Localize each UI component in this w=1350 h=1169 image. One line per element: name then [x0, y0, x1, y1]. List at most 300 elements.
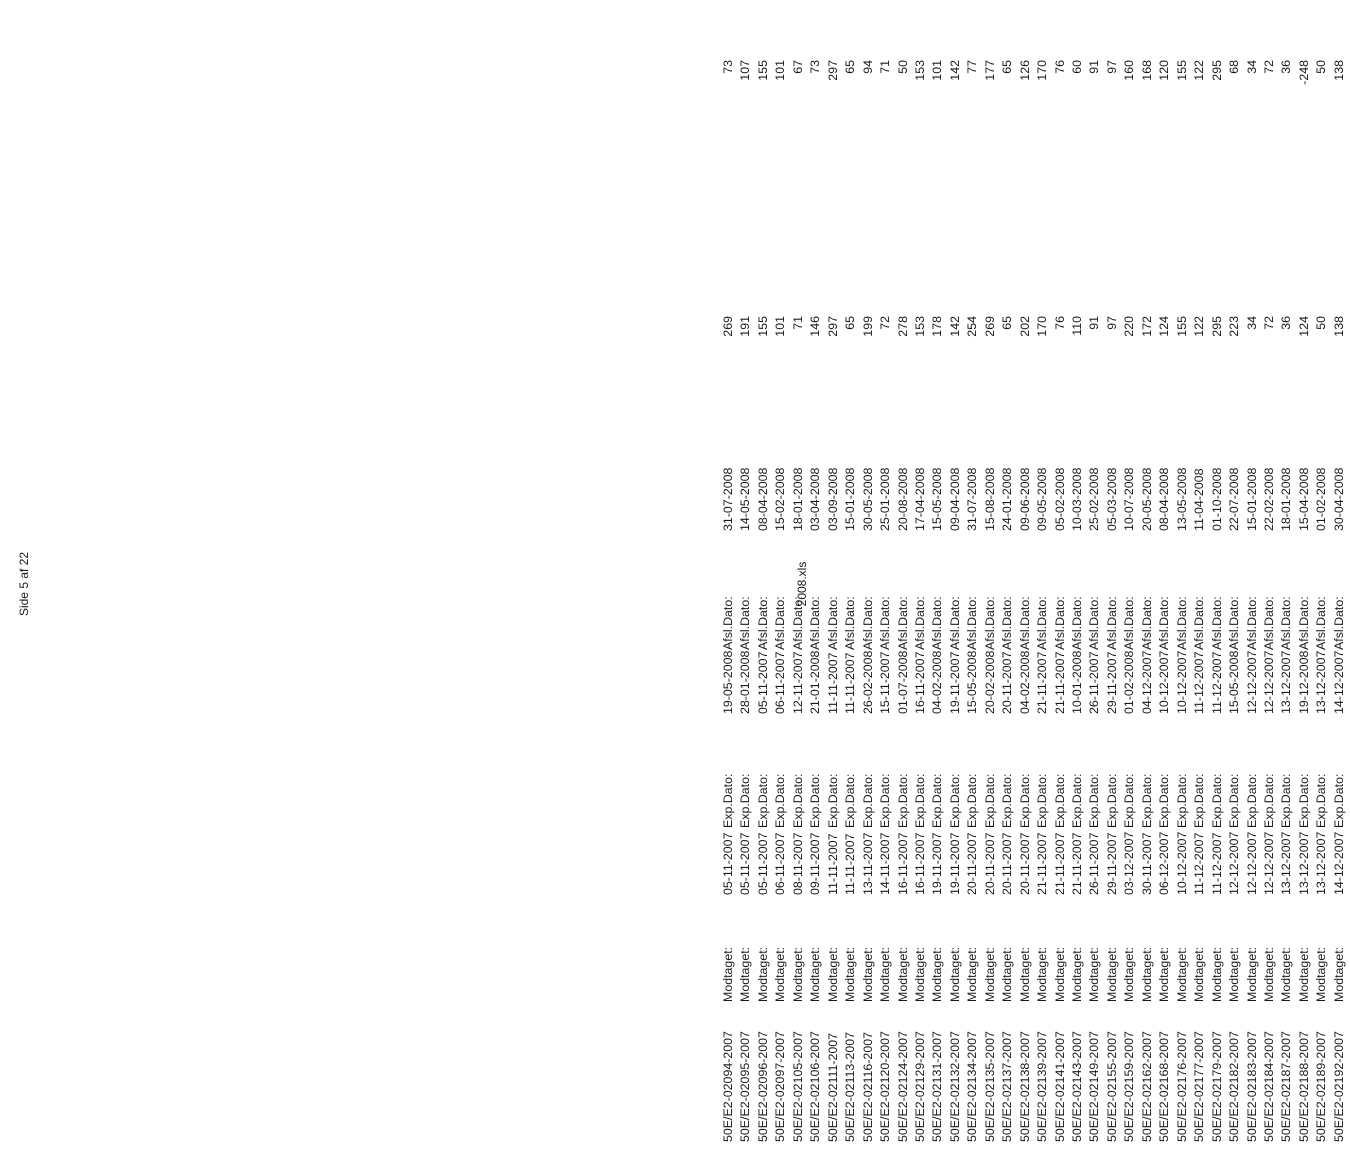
days-total: 297: [825, 316, 840, 337]
exp-label: Exp.Dato:: [1209, 773, 1224, 828]
modtaget-label: Modtaget:: [843, 946, 858, 1002]
closing-date: 03-09-2008: [825, 467, 840, 531]
record-id: 50E/E2-02188-2007: [1296, 1031, 1311, 1142]
afsl-label: Afsl.Dato:: [773, 596, 788, 650]
days-after-expedition: 91: [1087, 60, 1102, 74]
days-total: 124: [1157, 316, 1172, 337]
record-id: 50E/E2-02182-2007: [1227, 1031, 1242, 1142]
record-id: 50E/E2-02155-2007: [1104, 1031, 1119, 1142]
afsl-label: Afsl.Dato:: [790, 596, 805, 650]
exp-label: Exp.Dato:: [755, 773, 770, 828]
days-after-expedition: 126: [1017, 60, 1032, 81]
expedition-date: 10-12-2007: [1157, 650, 1172, 714]
days-after-expedition: 77: [965, 60, 980, 74]
days-after-expedition: 94: [860, 60, 875, 74]
modtaget-label: Modtaget:: [790, 946, 805, 1002]
closing-date: 14-05-2008: [738, 467, 753, 531]
received-date: 08-11-2007: [790, 832, 805, 895]
modtaget-label: Modtaget:: [808, 946, 823, 1002]
closing-date: 09-04-2008: [947, 467, 962, 531]
expedition-date: 12-12-2007: [1261, 650, 1276, 714]
closing-date: 08-04-2008: [1157, 467, 1172, 531]
record-id: 50E/E2-02124-2007: [895, 1031, 910, 1142]
exp-label: Exp.Dato:: [982, 773, 997, 828]
days-after-expedition: 168: [1139, 60, 1154, 81]
modtaget-label: Modtaget:: [1261, 946, 1276, 1002]
expedition-date: 15-11-2007: [878, 651, 893, 714]
received-date: 05-11-2007: [738, 832, 753, 895]
expedition-date: 26-02-2008: [860, 650, 875, 714]
closing-date: 20-08-2008: [895, 467, 910, 531]
expedition-date: 16-11-2007: [912, 651, 927, 714]
exp-label: Exp.Dato:: [1122, 773, 1137, 828]
modtaget-label: Modtaget:: [930, 946, 945, 1002]
exp-label: Exp.Dato:: [1139, 773, 1154, 828]
afsl-label: Afsl.Dato:: [860, 596, 875, 650]
days-after-expedition: 155: [1174, 60, 1189, 81]
record-id: 50E/E2-02162-2007: [1139, 1031, 1154, 1142]
expedition-date: 15-05-2008: [1227, 650, 1242, 714]
closing-date: 18-01-2008: [1279, 467, 1294, 531]
expedition-date: 01-02-2008: [1122, 650, 1137, 714]
modtaget-label: Modtaget:: [1192, 946, 1207, 1002]
expedition-date: 26-11-2007: [1087, 651, 1102, 714]
expedition-date: 05-11-2007: [755, 651, 770, 714]
days-total: 101: [773, 316, 788, 337]
days-total: 76: [1052, 316, 1067, 330]
afsl-label: Afsl.Dato:: [1139, 596, 1154, 650]
afsl-label: Afsl.Dato:: [721, 596, 735, 650]
received-date: 21-11-2007: [1070, 832, 1084, 895]
afsl-label: Afsl.Dato:: [1157, 596, 1172, 650]
days-after-expedition: 101: [930, 60, 945, 81]
closing-date: 20-05-2008: [1139, 467, 1154, 531]
expedition-date: 06-11-2007: [773, 651, 788, 714]
days-total: 191: [738, 316, 753, 337]
modtaget-label: Modtaget:: [1070, 946, 1084, 1002]
exp-label: Exp.Dato:: [825, 773, 840, 828]
record-id: 50E/E2-02129-2007: [912, 1031, 927, 1142]
expedition-date: 04-12-2007: [1139, 650, 1154, 714]
exp-label: Exp.Dato:: [1261, 773, 1276, 828]
exp-label: Exp.Dato:: [1314, 773, 1329, 828]
received-date: 12-12-2007: [1261, 831, 1276, 895]
days-total: 138: [1331, 316, 1346, 337]
expedition-date: 19-05-2008: [721, 650, 735, 714]
expedition-date: 13-12-2007: [1314, 650, 1329, 714]
record-id: 50E/E2-02176-2007: [1174, 1031, 1189, 1142]
closing-date: 13-05-2008: [1174, 467, 1189, 531]
record-id: 50E/E2-02179-2007: [1209, 1031, 1224, 1142]
days-total: 220: [1122, 316, 1137, 337]
modtaget-label: Modtaget:: [947, 946, 962, 1002]
closing-date: 15-05-2008: [930, 467, 945, 531]
modtaget-label: Modtaget:: [878, 946, 893, 1002]
received-date: 26-11-2007: [1087, 832, 1102, 895]
days-after-expedition: 73: [721, 60, 735, 74]
exp-label: Exp.Dato:: [843, 773, 858, 828]
modtaget-label: Modtaget:: [1087, 946, 1102, 1002]
received-date: 12-12-2007: [1244, 831, 1259, 895]
afsl-label: Afsl.Dato:: [982, 596, 997, 650]
exp-label: Exp.Dato:: [1087, 773, 1102, 828]
expedition-date: 11-11-2007: [825, 652, 840, 714]
days-total: 223: [1227, 316, 1242, 337]
received-date: 16-11-2007: [912, 832, 927, 895]
received-date: 20-11-2007: [982, 832, 997, 895]
expedition-date: 21-01-2008: [808, 650, 823, 714]
record-id: 50E/E2-02097-2007: [773, 1031, 788, 1142]
record-id: 50E/E2-02135-2007: [982, 1031, 997, 1142]
days-after-expedition: 120: [1157, 60, 1172, 81]
exp-label: Exp.Dato:: [1052, 773, 1067, 828]
received-date: 11-11-2007: [843, 833, 858, 895]
closing-date: 01-02-2008: [1314, 467, 1329, 531]
exp-label: Exp.Dato:: [808, 773, 823, 828]
modtaget-label: Modtaget:: [912, 946, 927, 1002]
record-id: 50E/E2-02105-2007: [790, 1031, 805, 1142]
record-id: 50E/E2-02134-2007: [965, 1031, 980, 1142]
modtaget-label: Modtaget:: [982, 946, 997, 1002]
expedition-date: 21-11-2007: [1035, 651, 1050, 714]
modtaget-label: Modtaget:: [1227, 946, 1242, 1002]
closing-date: 24-01-2008: [1000, 467, 1015, 531]
days-total: 71: [790, 316, 805, 330]
record-id: 50E/E2-02192-2007: [1331, 1031, 1346, 1142]
closing-date: 31-07-2008: [965, 467, 980, 531]
record-id: 50E/E2-02184-2007: [1261, 1031, 1276, 1142]
days-total: 36: [1279, 316, 1294, 330]
exp-label: Exp.Dato:: [790, 773, 805, 828]
exp-label: Exp.Dato:: [1227, 773, 1242, 828]
received-date: 11-12-2007: [1209, 832, 1224, 895]
days-after-expedition: 34: [1244, 60, 1259, 74]
record-id: 50E/E2-02137-2007: [1000, 1031, 1015, 1142]
exp-label: Exp.Dato:: [1296, 773, 1311, 828]
modtaget-label: Modtaget:: [1314, 946, 1329, 1002]
closing-date: 10-07-2008: [1122, 467, 1137, 531]
record-id: 50E/E2-02095-2007: [738, 1031, 753, 1142]
days-total: 278: [895, 316, 910, 337]
expedition-date: 29-11-2007: [1104, 651, 1119, 714]
days-after-expedition: 36: [1279, 60, 1294, 74]
closing-date: 09-05-2008: [1035, 467, 1050, 531]
days-total: 178: [930, 316, 945, 337]
modtaget-label: Modtaget:: [1296, 946, 1311, 1002]
afsl-label: Afsl.Dato:: [965, 596, 980, 650]
days-after-expedition: 295: [1209, 60, 1224, 81]
days-total: 97: [1104, 316, 1119, 330]
record-id: 50E/E2-02159-2007: [1122, 1031, 1137, 1142]
modtaget-label: Modtaget:: [860, 946, 875, 1002]
received-date: 21-11-2007: [1052, 832, 1067, 895]
afsl-label: Afsl.Dato:: [1209, 596, 1224, 650]
modtaget-label: Modtaget:: [738, 946, 753, 1002]
days-after-expedition: 138: [1331, 60, 1346, 81]
received-date: 21-11-2007: [1035, 832, 1050, 895]
closing-date: 22-07-2008: [1227, 467, 1242, 531]
closing-date: 30-05-2008: [860, 467, 875, 531]
modtaget-label: Modtaget:: [1209, 946, 1224, 1002]
days-total: 122: [1192, 316, 1207, 337]
received-date: 16-11-2007: [895, 832, 910, 895]
closing-date: 05-03-2008: [1104, 467, 1119, 531]
modtaget-label: Modtaget:: [1035, 946, 1050, 1002]
afsl-label: Afsl.Dato:: [1070, 596, 1084, 650]
days-total: 155: [1174, 316, 1189, 337]
days-total: 295: [1209, 316, 1224, 337]
days-after-expedition: 67: [790, 60, 805, 74]
afsl-label: Afsl.Dato:: [1104, 596, 1119, 650]
exp-label: Exp.Dato:: [860, 773, 875, 828]
days-total: 155: [755, 316, 770, 337]
days-after-expedition: 97: [1104, 60, 1119, 74]
days-total: 172: [1139, 316, 1154, 337]
afsl-label: Afsl.Dato:: [1331, 596, 1346, 650]
received-date: 20-11-2007: [1000, 832, 1015, 895]
exp-label: Exp.Dato:: [738, 773, 753, 828]
afsl-label: Afsl.Dato:: [755, 596, 770, 650]
closing-date: 09-06-2008: [1017, 467, 1032, 531]
exp-label: Exp.Dato:: [1070, 773, 1084, 828]
exp-label: Exp.Dato:: [773, 773, 788, 828]
modtaget-label: Modtaget:: [1279, 946, 1294, 1002]
page-header-title: 2008.xls: [795, 561, 809, 607]
days-total: 34: [1244, 316, 1259, 330]
closing-date: 15-02-2008: [773, 467, 788, 531]
afsl-label: Afsl.Dato:: [825, 596, 840, 650]
afsl-label: Afsl.Dato:: [1296, 596, 1311, 650]
closing-date: 01-10-2008: [1209, 467, 1224, 531]
days-total: 72: [878, 316, 893, 330]
expedition-date: 11-12-2007: [1192, 651, 1207, 714]
received-date: 10-12-2007: [1174, 831, 1189, 895]
days-after-expedition: 101: [773, 60, 788, 81]
modtaget-label: Modtaget:: [895, 946, 910, 1002]
record-id: 50E/E2-02141-2007: [1052, 1031, 1067, 1142]
received-date: 13-12-2007: [1279, 831, 1294, 895]
days-total: 65: [1000, 316, 1015, 330]
received-date: 11-11-2007: [825, 833, 840, 895]
expedition-date: 11-11-2007: [843, 652, 858, 714]
days-after-expedition: 71: [878, 60, 893, 74]
modtaget-label: Modtaget:: [1331, 946, 1346, 1002]
received-date: 03-12-2007: [1122, 831, 1137, 895]
afsl-label: Afsl.Dato:: [947, 596, 962, 650]
days-total: 170: [1035, 316, 1050, 337]
record-id: 50E/E2-02111-2007: [825, 1032, 840, 1142]
closing-date: 11-04-2008: [1192, 468, 1207, 531]
exp-label: Exp.Dato:: [1331, 773, 1346, 828]
received-date: 11-12-2007: [1192, 832, 1207, 895]
days-total: 124: [1296, 316, 1311, 337]
record-id: 50E/E2-02189-2007: [1314, 1031, 1329, 1142]
exp-label: Exp.Dato:: [912, 773, 927, 828]
days-after-expedition: 122: [1192, 60, 1207, 81]
modtaget-label: Modtaget:: [1017, 946, 1032, 1002]
closing-date: 08-04-2008: [755, 467, 770, 531]
record-id: 50E/E2-02120-2007: [878, 1031, 893, 1142]
record-id: 50E/E2-02138-2007: [1017, 1031, 1032, 1142]
modtaget-label: Modtaget:: [1139, 946, 1154, 1002]
days-total: 254: [965, 316, 980, 337]
days-total: 72: [1261, 316, 1276, 330]
modtaget-label: Modtaget:: [1244, 946, 1259, 1002]
days-after-expedition: 73: [808, 60, 823, 74]
days-after-expedition: 72: [1261, 60, 1276, 74]
afsl-label: Afsl.Dato:: [1017, 596, 1032, 650]
days-after-expedition: 142: [947, 60, 962, 81]
closing-date: 17-04-2008: [912, 467, 927, 531]
received-date: 05-11-2007: [755, 832, 770, 895]
expedition-date: 04-02-2008: [930, 650, 945, 714]
expedition-date: 12-12-2007: [1244, 650, 1259, 714]
record-id: 50E/E2-02132-2007: [947, 1031, 962, 1142]
record-id: 50E/E2-02113-2007: [843, 1032, 858, 1142]
afsl-label: Afsl.Dato:: [895, 596, 910, 650]
days-total: 146: [808, 316, 823, 337]
days-after-expedition: 297: [825, 60, 840, 81]
modtaget-label: Modtaget:: [1122, 946, 1137, 1002]
expedition-date: 15-05-2008: [965, 650, 980, 714]
afsl-label: Afsl.Dato:: [1227, 596, 1242, 650]
received-date: 06-12-2007: [1157, 831, 1172, 895]
exp-label: Exp.Dato:: [1104, 773, 1119, 828]
days-after-expedition: 170: [1035, 60, 1050, 81]
days-after-expedition: -248: [1296, 60, 1311, 85]
afsl-label: Afsl.Dato:: [1122, 596, 1137, 650]
days-total: 110: [1070, 316, 1084, 336]
closing-date: 22-02-2008: [1261, 467, 1276, 531]
afsl-label: Afsl.Dato:: [1087, 596, 1102, 650]
expedition-date: 04-02-2008: [1017, 650, 1032, 714]
received-date: 13-12-2007: [1296, 831, 1311, 895]
exp-label: Exp.Dato:: [1192, 773, 1207, 828]
received-date: 14-12-2007: [1331, 831, 1346, 895]
expedition-date: 11-12-2007: [1209, 651, 1224, 714]
record-id: 50E/E2-02106-2007: [808, 1031, 823, 1142]
modtaget-label: Modtaget:: [1000, 946, 1015, 1002]
closing-date: 30-04-2008: [1331, 467, 1346, 531]
days-total: 199: [860, 316, 875, 337]
exp-label: Exp.Dato:: [721, 773, 735, 828]
days-total: 50: [1314, 316, 1329, 330]
expedition-date: 19-11-2007: [947, 651, 962, 714]
expedition-date: 10-12-2007: [1174, 650, 1189, 714]
afsl-label: Afsl.Dato:: [1174, 596, 1189, 650]
received-date: 05-11-2007: [721, 832, 735, 895]
received-date: 14-11-2007: [878, 832, 893, 895]
closing-date: 05-02-2008: [1052, 467, 1067, 531]
received-date: 13-12-2007: [1314, 831, 1329, 895]
days-total: 202: [1017, 316, 1032, 337]
afsl-label: Afsl.Dato:: [878, 596, 893, 650]
days-after-expedition: 153: [912, 60, 927, 81]
received-date: 09-11-2007: [808, 832, 823, 895]
closing-date: 10-03-2008: [1070, 467, 1084, 531]
modtaget-label: Modtaget:: [755, 946, 770, 1002]
closing-date: 15-08-2008: [982, 467, 997, 531]
days-after-expedition: 65: [843, 60, 858, 74]
exp-label: Exp.Dato:: [878, 773, 893, 828]
expedition-date: 10-01-2008: [1070, 650, 1084, 714]
record-id: 50E/E2-02183-2007: [1244, 1031, 1259, 1142]
expedition-date: 28-01-2008: [738, 650, 753, 714]
closing-date: 25-02-2008: [1087, 467, 1102, 531]
received-date: 30-11-2007: [1139, 832, 1154, 895]
record-id: 50E/E2-02168-2007: [1157, 1031, 1172, 1142]
afsl-label: Afsl.Dato:: [1244, 596, 1259, 650]
expedition-date: 01-07-2008: [895, 650, 910, 714]
exp-label: Exp.Dato:: [1035, 773, 1050, 828]
days-after-expedition: 160: [1122, 60, 1137, 81]
closing-date: 25-01-2008: [878, 467, 893, 531]
record-id: 50E/E2-02177-2007: [1192, 1031, 1207, 1142]
days-after-expedition: 50: [1314, 60, 1329, 74]
received-date: 20-11-2007: [965, 832, 980, 895]
afsl-label: Afsl.Dato:: [1052, 596, 1067, 650]
afsl-label: Afsl.Dato:: [1192, 596, 1207, 650]
days-total: 269: [721, 316, 735, 337]
exp-label: Exp.Dato:: [947, 773, 962, 828]
closing-date: 18-01-2008: [790, 467, 805, 531]
exp-label: Exp.Dato:: [1174, 773, 1189, 828]
modtaget-label: Modtaget:: [1157, 946, 1172, 1002]
days-after-expedition: 107: [738, 60, 753, 81]
received-date: 29-11-2007: [1104, 832, 1119, 895]
expedition-date: 19-12-2008: [1296, 650, 1311, 714]
days-after-expedition: 76: [1052, 60, 1067, 74]
modtaget-label: Modtaget:: [721, 946, 735, 1002]
days-after-expedition: 68: [1227, 60, 1242, 74]
days-after-expedition: 177: [982, 60, 997, 81]
record-id: 50E/E2-02131-2007: [930, 1031, 945, 1142]
days-after-expedition: 50: [895, 60, 910, 74]
afsl-label: Afsl.Dato:: [738, 596, 753, 650]
record-id: 50E/E2-02143-2007: [1070, 1031, 1084, 1142]
received-date: 19-11-2007: [947, 832, 962, 895]
days-total: 153: [912, 316, 927, 337]
afsl-label: Afsl.Dato:: [1261, 596, 1276, 650]
afsl-label: Afsl.Dato:: [1314, 596, 1329, 650]
received-date: 20-11-2007: [1017, 832, 1032, 895]
received-date: 12-12-2007: [1227, 831, 1242, 895]
modtaget-label: Modtaget:: [825, 946, 840, 1002]
days-total: 142: [947, 316, 962, 337]
exp-label: Exp.Dato:: [1157, 773, 1172, 828]
days-after-expedition: 60: [1070, 60, 1084, 74]
exp-label: Exp.Dato:: [1244, 773, 1259, 828]
page-footer-number: Side 5 af 22: [17, 551, 31, 617]
expedition-date: 20-11-2007: [1000, 651, 1015, 714]
closing-date: 15-01-2008: [1244, 467, 1259, 531]
record-id: 50E/E2-02096-2007: [755, 1031, 770, 1142]
closing-date: 03-04-2008: [808, 467, 823, 531]
afsl-label: Afsl.Dato:: [930, 596, 945, 650]
record-id: 50E/E2-02149-2007: [1087, 1031, 1102, 1142]
record-id: 50E/E2-02187-2007: [1279, 1031, 1294, 1142]
received-date: 06-11-2007: [773, 832, 788, 895]
days-total: 91: [1087, 316, 1102, 330]
days-after-expedition: 155: [755, 60, 770, 81]
closing-date: 15-04-2008: [1296, 467, 1311, 531]
days-total: 65: [843, 316, 858, 330]
modtaget-label: Modtaget:: [1174, 946, 1189, 1002]
spreadsheet-table: [720, 42, 1350, 1142]
exp-label: Exp.Dato:: [965, 773, 980, 828]
closing-date: 15-01-2008: [843, 467, 858, 531]
exp-label: Exp.Dato:: [1017, 773, 1032, 828]
